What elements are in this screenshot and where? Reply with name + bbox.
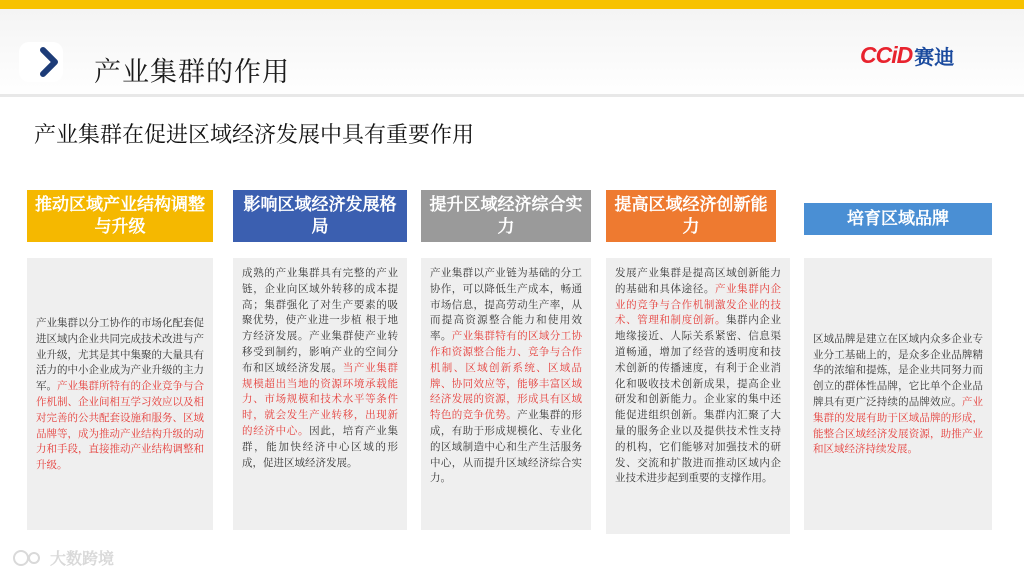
card-text-segment: 成熟的产业集群具有完整的产业链，企业向区域外转移的成本提高；集群强化了对生产要素的吸聚优势，使产业进一步植 根于地方经济发展。产业集群使产业转移受到制约，影响产业的空间分布和区域经济发展。 — [242, 267, 398, 374]
card-text-segment: 产业集群特有的区域分工协作和资源整合能力、竞争与合作机制、区域创新系统、区域品牌、协同效应等，能够丰富区域经济发展的资源，形成具有区域特色的竞争优势。 — [430, 330, 583, 422]
card-text-segment: 产业集群以产业链为基础的分工协作，可以降低生产成本，畅通市场信息，提高劳动生产率，从而提高资源整合能力和使用效率。 — [430, 267, 582, 343]
card-heading-strength: 提升区域经济综合实力 — [421, 190, 591, 242]
top-accent-bar — [0, 0, 1024, 9]
card-body-strength — [421, 258, 591, 530]
chevron-right-icon — [19, 42, 73, 82]
card-body-structure — [27, 258, 213, 530]
card-heading-innovation: 提高区域经济创新能力 — [606, 190, 776, 242]
card-text-segment: 区域品牌是建立在区域内众多企业专业分工基础上的，是众多企业品牌精华的浓缩和提炼，是企业共同努力而创立的群体性品牌，它比单个企业品牌具有更广泛持续的品牌效应。 — [813, 332, 983, 408]
card-heading-brand: 培育区域品牌 — [804, 203, 992, 235]
card-text-segment: 当产业集群规模超出当地的资源环境承载能力、市场规模和技术水平等条件时，就会发生产业转移，出现新的经济中心。 — [242, 361, 399, 437]
card-text-segment: 产业集群内企业的竞争与合作机制激发企业的技术、管理和制度创新。 — [615, 282, 782, 327]
card-text-segment: 发展产业集群是提高区域创新能力的基础和具体途径。 — [615, 267, 781, 295]
card-body-brand — [804, 258, 992, 530]
watermark-icon — [12, 549, 46, 567]
card-text-segment: 集群内企业地缘接近、人际关系紧密、信息渠道畅通，增加了经营的透明度和技术创新的传播速度，有利于企业消化和吸收技术创新成果，提高企业研发和创新能力。企业家的集中还能促进组织创新。集群内汇聚了大量的服务企业以及提供技术性支持的机构，它们能够对加强技术的研发、交流和扩散进而推动区域内企业技术进步起到重要的支撑作用。 — [615, 314, 782, 485]
card-heading-structure: 推动区域产业结构调整与升级 — [27, 190, 213, 242]
page-title: 产业集群的作用 — [94, 57, 290, 88]
watermark — [12, 546, 114, 569]
card-text-segment: 产业集群的发展有助于区域品牌的形成，能整合区域经济发展资源，助推产业和区域经济持续发展。 — [813, 396, 984, 456]
section-subtitle: 产业集群在促进区域经济发展中具有重要作用 — [34, 123, 475, 148]
watermark-text: 大数跨境 — [50, 549, 115, 568]
logo-latin: CCiD — [860, 41, 913, 68]
logo-chinese: 赛迪 — [914, 44, 955, 69]
card-heading-layout: 影响区域经济发展格局 — [233, 190, 407, 242]
header-divider — [0, 94, 1024, 97]
card-text-segment: 产业集群所特有的企业竞争与合作机制、企业间相互学习效应以及相对完善的公共配套设施和服务、区域品牌等，成为推动产业结构升级的动力和手段，直接推动产业结构调整和升级。 — [36, 380, 204, 472]
card-text-segment: 产业集群的形成，有助于形成规模化、专业化的区域制造中心和生产生活服务中心，从而提升区域经济综合实力。 — [430, 409, 583, 485]
card-text-segment: 因此，培育产业集群，能加快经济中心区域的形成，促进区域经济发展。 — [242, 424, 399, 469]
card-body-layout — [233, 258, 407, 530]
card-body-innovation — [606, 258, 790, 534]
brand-logo — [860, 40, 992, 70]
card-text-segment: 产业集群以分工协作的市场化配套促进区域内企业共同完成技术改进与产业升级，尤其是其中集聚的大量具有活力的中小企业成为产业升级的主力军。 — [36, 317, 204, 393]
